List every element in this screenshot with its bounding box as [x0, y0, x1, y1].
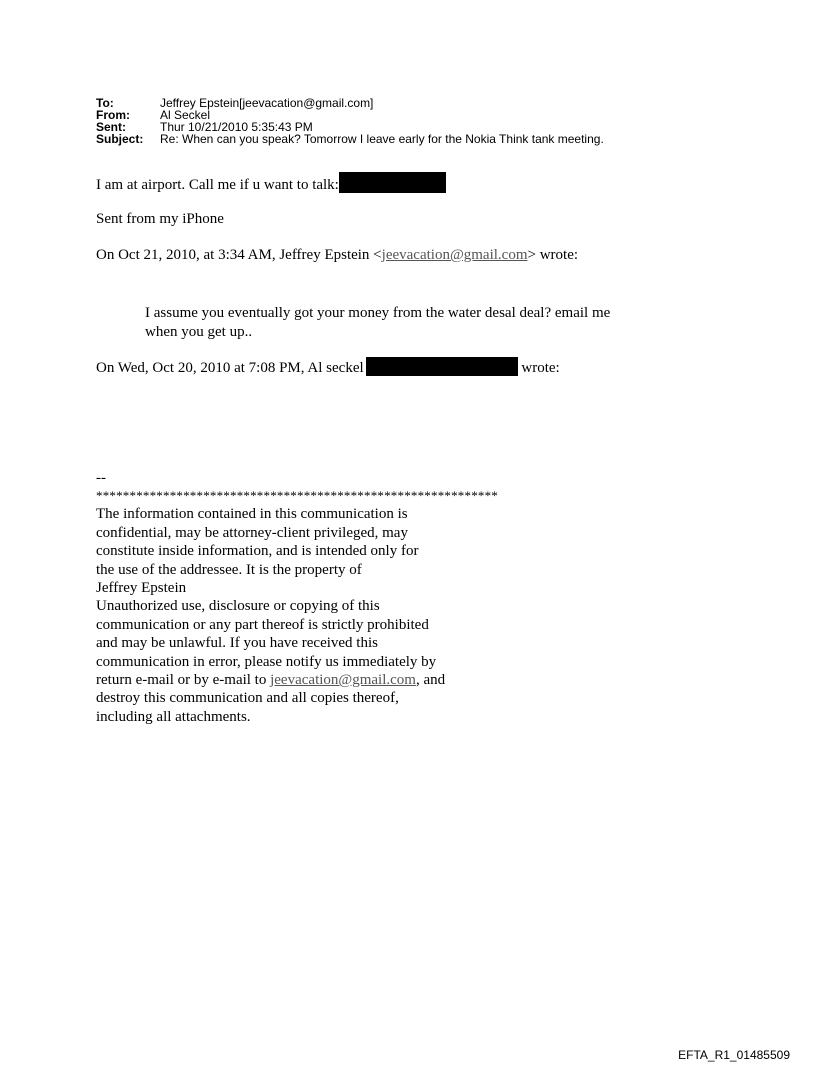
- older-header-prefix: On Wed, Oct 20, 2010 at 7:08 PM, Al seckel: [96, 360, 364, 376]
- disclaimer-line: Jeffrey Epstein: [96, 580, 187, 597]
- reply-header-prefix: On Oct 21, 2010, at 3:34 AM, Jeffrey Epstein <: [96, 247, 382, 263]
- disclaimer-line: destroy this communication and all copies thereof,: [96, 690, 399, 707]
- disclaimer-line: communication or any part thereof is strictly prohibited: [96, 616, 429, 633]
- disclaimer-line: the use of the addressee. It is the property of: [96, 561, 362, 578]
- disclaimer-line: communication in error, please notify us immediately by: [96, 653, 437, 670]
- redaction-box: [339, 172, 446, 193]
- disclaimer-line: confidential, may be attorney-client privileged, may: [96, 524, 408, 541]
- disclaimer-email-link[interactable]: jeevacation@gmail.com: [270, 672, 416, 689]
- reply-header-suffix: > wrote:: [527, 247, 579, 263]
- disclaimer-line: including all attachments.: [96, 708, 251, 725]
- from-value: Al Seckel: [160, 108, 211, 122]
- message-line: [96, 172, 446, 195]
- sent-label: Sent:: [96, 120, 126, 134]
- to-label: To:: [96, 96, 114, 110]
- quoted-message: [145, 304, 610, 342]
- from-label: From:: [96, 108, 130, 122]
- reply-email-link[interactable]: jeevacation@gmail.com: [381, 247, 528, 263]
- subject-row: [96, 133, 604, 145]
- signature-text: Sent from my iPhone: [96, 211, 224, 227]
- disclaimer-block: [96, 469, 498, 726]
- separator-stars: ************************************************************: [96, 488, 498, 504]
- message-text: I am at airport. Call me if u want to talk:: [96, 177, 339, 193]
- separator-dashes: --: [96, 470, 106, 486]
- older-header-suffix: wrote:: [517, 360, 560, 376]
- reply-header: [96, 246, 578, 265]
- disclaimer-return-line: [96, 671, 498, 689]
- to-value: Jeffrey Epstein[jeevacation@gmail.com]: [160, 96, 374, 110]
- redaction-box: [366, 357, 518, 376]
- signature-line: [96, 210, 224, 229]
- document-id: EFTA_R1_01485509: [678, 1048, 790, 1062]
- return-suffix: , and: [415, 672, 446, 689]
- disclaimer-line: and may be unlawful. If you have received this: [96, 635, 378, 652]
- disclaimer-line: constitute inside information, and is intended only for: [96, 543, 419, 560]
- subject-label: Subject:: [96, 132, 144, 146]
- email-header: [96, 97, 604, 145]
- return-prefix: return e-mail or by e-mail to: [96, 672, 271, 689]
- quoted-line: when you get up..: [145, 324, 253, 340]
- disclaimer-line: Unauthorized use, disclosure or copying of this: [96, 598, 380, 615]
- disclaimer-line: The information contained in this communication is: [96, 506, 408, 523]
- quoted-line: I assume you eventually got your money from the water desal deal? email me: [145, 305, 611, 321]
- sent-value: Thur 10/21/2010 5:35:43 PM: [160, 120, 313, 134]
- older-reply-header: [96, 357, 560, 378]
- subject-value: Re: When can you speak? Tomorrow I leave early for the Nokia Think tank meeting.: [160, 132, 604, 146]
